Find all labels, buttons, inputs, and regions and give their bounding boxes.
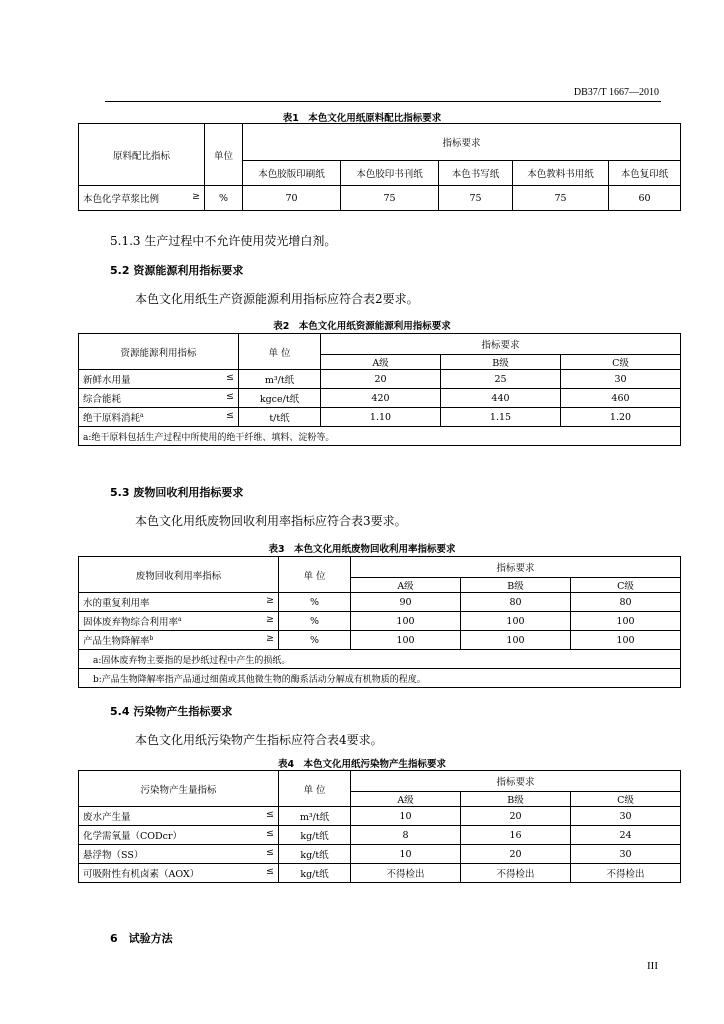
cell: 90 [351, 593, 461, 612]
row-name: 新鲜水用量 [83, 375, 131, 386]
section-5-2-text: 本色文化用纸生产资源能源利用指标应符合表2要求。 [135, 292, 419, 306]
table2-col-indicator: 资源能源利用指标 [79, 334, 239, 370]
row-unit: t/t纸 [239, 408, 321, 427]
cell: 1.20 [561, 408, 681, 427]
row-unit: kg/t纸 [279, 845, 351, 864]
table3-grade: A级 [351, 578, 461, 593]
table-row [79, 408, 681, 427]
cell: 75 [341, 186, 439, 211]
table1-col-req: 指标要求 [243, 124, 681, 161]
cell: 70 [243, 186, 341, 211]
table-row [79, 631, 681, 650]
page-header [105, 87, 661, 102]
row-symbol: ≥ [266, 633, 274, 644]
row-unit: m³/t纸 [279, 807, 351, 826]
cell: 75 [513, 186, 609, 211]
table1-product: 本色胶印书刊纸 [341, 161, 439, 186]
table1-col-indicator: 原料配比指标 [79, 124, 205, 186]
cell: 440 [441, 389, 561, 408]
table2-col-unit: 单 位 [239, 334, 321, 370]
cell: 100 [461, 631, 571, 650]
cell: 80 [461, 593, 571, 612]
cell: 10 [351, 845, 461, 864]
table3-grade: C级 [571, 578, 681, 593]
table-row [79, 389, 681, 408]
cell: 8 [351, 826, 461, 845]
row-name: 水的重复利用率 [83, 598, 150, 609]
cell: 30 [561, 370, 681, 389]
para-5-1-3: 5.1.3 生产过程中不允许使用荧光增白剂。 [110, 234, 337, 248]
cell: 10 [351, 807, 461, 826]
table2-caption: 表2 本色文化用纸资源能源利用指标要求 [273, 321, 451, 332]
row-name: 绝干原料消耗 [83, 413, 141, 424]
cell: 20 [321, 370, 441, 389]
cell: 不得检出 [571, 864, 681, 883]
row-unit: kg/t纸 [279, 826, 351, 845]
cell: 100 [351, 612, 461, 631]
table2-grade: A级 [321, 355, 441, 370]
table4-col-req: 指标要求 [351, 771, 681, 792]
footnote-mark: a [140, 411, 144, 419]
table-row [79, 826, 681, 845]
row-symbol: ≤ [226, 410, 234, 421]
section-5-2-title: 5.2 资源能源利用指标要求 [110, 264, 244, 277]
cell: 100 [571, 612, 681, 631]
row-symbol: ≤ [266, 847, 274, 858]
table-row [79, 612, 681, 631]
table3-col-indicator: 废物回收利用率指标 [79, 557, 279, 593]
cell: 460 [561, 389, 681, 408]
table4-col-indicator: 污染物产生量指标 [79, 771, 279, 807]
row-symbol: ≤ [266, 828, 274, 839]
table1-product: 本色复印纸 [609, 161, 681, 186]
table2-col-req: 指标要求 [321, 334, 681, 355]
cell: 100 [351, 631, 461, 650]
table3-col-req: 指标要求 [351, 557, 681, 578]
row-symbol: ≤ [226, 372, 234, 383]
row-symbol: ≤ [266, 809, 274, 820]
section-5-4-text: 本色文化用纸污染物产生指标应符合表4要求。 [135, 733, 383, 747]
table2 [78, 333, 681, 446]
cell: 30 [571, 845, 681, 864]
cell: 75 [439, 186, 513, 211]
table4-caption: 表4 本色文化用纸污染物产生指标要求 [277, 759, 447, 770]
cell: 1.15 [441, 408, 561, 427]
table1-col-unit: 单位 [205, 124, 243, 186]
cell: 60 [609, 186, 681, 211]
table3 [78, 556, 681, 688]
row-unit: % [279, 612, 351, 631]
row-name: 产品生物降解率 [83, 636, 150, 647]
table3-grade: B级 [461, 578, 571, 593]
row-name: 悬浮物（SS） [83, 850, 144, 861]
cell: 不得检出 [351, 864, 461, 883]
table4-grade: B级 [461, 792, 571, 807]
row-name: 可吸附性有机卤素（AOX） [83, 869, 200, 880]
table3-note-b: b:产品生物降解率指产品通过细菌或其他微生物的酶系活动分解成有机物质的程度。 [79, 669, 681, 688]
table1-product: 本色教料书用纸 [513, 161, 609, 186]
section-6-title: 6 试验方法 [110, 932, 173, 945]
table4-grade: C级 [571, 792, 681, 807]
table-row [79, 807, 681, 826]
footnote-mark: b [149, 634, 154, 642]
section-5-3-text: 本色文化用纸废物回收利用率指标应符合表3要求。 [135, 514, 407, 528]
cell: 100 [571, 631, 681, 650]
row-symbol: ≤ [266, 866, 274, 877]
table4 [78, 770, 681, 883]
footnote-mark: a [178, 615, 182, 623]
table1-product: 本色胶版印刷纸 [243, 161, 341, 186]
table2-grade: B级 [441, 355, 561, 370]
row-symbol: ≥ [266, 595, 274, 606]
table3-col-unit: 单 位 [279, 557, 351, 593]
row-name: 化学需氧量（CODcr） [83, 831, 183, 842]
table4-grade: A级 [351, 792, 461, 807]
cell: 420 [321, 389, 441, 408]
table2-grade: C级 [561, 355, 681, 370]
row-symbol: ≤ [226, 391, 234, 402]
row-unit: kgce/t纸 [239, 389, 321, 408]
table-row [79, 845, 681, 864]
table-row [79, 864, 681, 883]
row-symbol: ≥ [192, 191, 200, 202]
cell: 16 [461, 826, 571, 845]
row-unit: % [279, 593, 351, 612]
row-unit: m³/t纸 [239, 370, 321, 389]
row-name: 固体废弃物综合利用率 [83, 617, 179, 628]
cell: 不得检出 [461, 864, 571, 883]
doc-code: DB37/T 1667—2010 [573, 87, 659, 98]
section-5-4-title: 5.4 污染物产生指标要求 [110, 705, 233, 718]
cell: 20 [461, 845, 571, 864]
table1-caption: 表1 本色文化用纸原料配比指标要求 [282, 113, 442, 124]
table1 [78, 123, 681, 211]
section-5-3-title: 5.3 废物回收利用指标要求 [110, 486, 244, 499]
cell: 20 [461, 807, 571, 826]
cell: 30 [571, 807, 681, 826]
table-row [79, 370, 681, 389]
cell: 80 [571, 593, 681, 612]
table-row [79, 593, 681, 612]
row-name: 综合能耗 [83, 394, 122, 405]
cell: 24 [571, 826, 681, 845]
row-unit: % [279, 631, 351, 650]
table3-note-a: a:固体废弃物主要指的是抄纸过程中产生的损纸。 [79, 650, 681, 669]
table-row [79, 186, 681, 211]
cell: 1.10 [321, 408, 441, 427]
table3-caption: 表3 本色文化用纸废物回收利用率指标要求 [268, 544, 456, 555]
cell: 25 [441, 370, 561, 389]
table2-note: a:绝干原料包括生产过程中所使用的绝干纤维、填料、淀粉等。 [79, 427, 681, 446]
row-unit: % [205, 186, 243, 211]
table1-product: 本色书写纸 [439, 161, 513, 186]
table4-col-unit: 单 位 [279, 771, 351, 807]
page-number: III [647, 960, 658, 972]
cell: 100 [461, 612, 571, 631]
row-name: 废水产生量 [83, 812, 131, 823]
row-name: 本色化学草浆比例 [83, 194, 160, 205]
row-symbol: ≥ [266, 614, 274, 625]
row-unit: kg/t纸 [279, 864, 351, 883]
